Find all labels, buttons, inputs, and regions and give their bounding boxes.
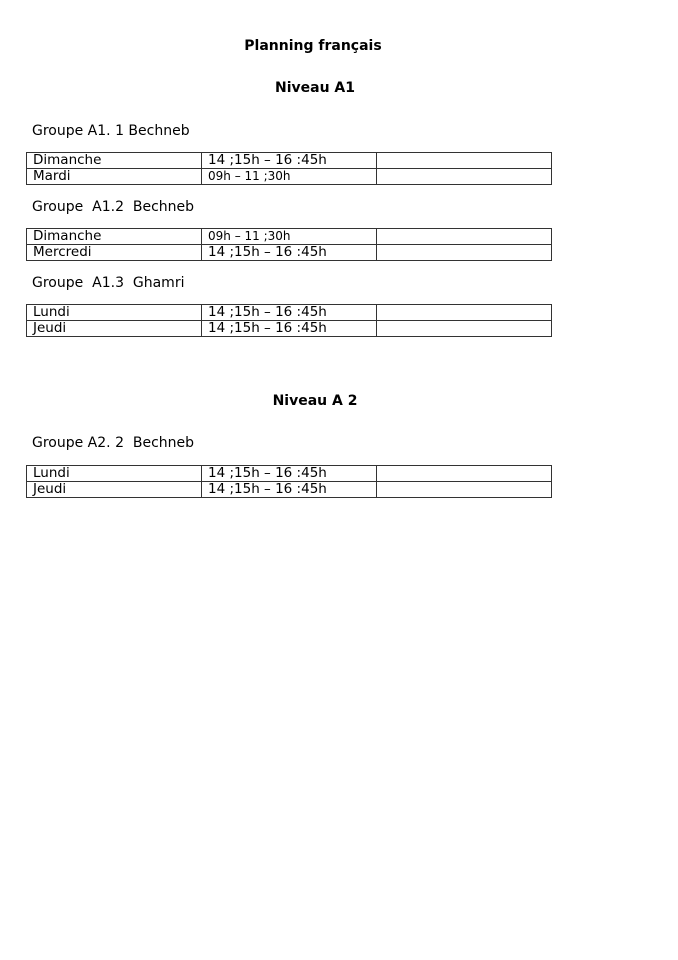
table-row	[27, 466, 552, 482]
empty-cell	[377, 153, 552, 169]
group-label-a1-2: Groupe A1.2 Bechneb	[32, 199, 195, 215]
table-row	[27, 229, 552, 245]
day-cell: Lundi	[27, 466, 202, 482]
empty-cell	[377, 482, 552, 498]
time-cell: 09h – 11 ;30h	[202, 169, 377, 185]
day-cell: Mercredi	[27, 245, 202, 261]
empty-cell	[377, 321, 552, 337]
document-title: Planning français	[244, 38, 382, 54]
level-heading-a2: Niveau A 2	[272, 393, 358, 409]
empty-cell	[377, 229, 552, 245]
empty-cell	[377, 169, 552, 185]
group-label-a2-2: Groupe A2. 2 Bechneb	[32, 435, 195, 451]
group-label-a1-3: Groupe A1.3 Ghamri	[32, 275, 185, 291]
schedule-table-a1-3	[26, 304, 552, 337]
time-cell: 14 ;15h – 16 :45h	[202, 305, 377, 321]
schedule-table-a1-2	[26, 228, 552, 261]
day-cell: Jeudi	[27, 321, 202, 337]
table-row	[27, 245, 552, 261]
table-row	[27, 153, 552, 169]
group-label-a1-1: Groupe A1. 1 Bechneb	[32, 123, 190, 139]
time-cell: 14 ;15h – 16 :45h	[202, 466, 377, 482]
table-row	[27, 321, 552, 337]
time-cell: 14 ;15h – 16 :45h	[202, 321, 377, 337]
empty-cell	[377, 305, 552, 321]
time-cell: 14 ;15h – 16 :45h	[202, 153, 377, 169]
table-row	[27, 305, 552, 321]
time-cell: 14 ;15h – 16 :45h	[202, 482, 377, 498]
empty-cell	[377, 245, 552, 261]
table-row	[27, 169, 552, 185]
day-cell: Dimanche	[27, 229, 202, 245]
day-cell: Lundi	[27, 305, 202, 321]
day-cell: Mardi	[27, 169, 202, 185]
schedule-table-a1-1	[26, 152, 552, 185]
day-cell: Dimanche	[27, 153, 202, 169]
schedule-table-a2-2	[26, 465, 552, 498]
table-row	[27, 482, 552, 498]
empty-cell	[377, 466, 552, 482]
time-cell: 14 ;15h – 16 :45h	[202, 245, 377, 261]
day-cell: Jeudi	[27, 482, 202, 498]
time-cell: 09h – 11 ;30h	[202, 229, 377, 245]
level-heading-a1: Niveau A1	[274, 80, 355, 96]
